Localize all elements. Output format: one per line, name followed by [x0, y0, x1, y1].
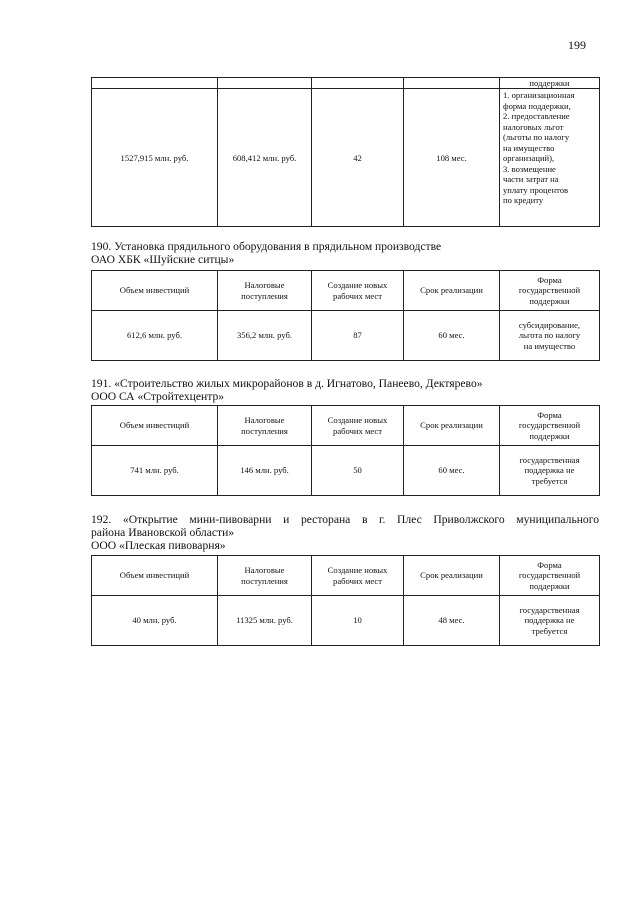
support-form-cell — [500, 311, 600, 361]
table-header-row — [92, 78, 600, 89]
project-table — [91, 405, 600, 496]
support-form-cell — [500, 596, 600, 646]
header-jobs — [312, 406, 404, 446]
form-line: государственная — [519, 604, 580, 615]
header-tax — [218, 556, 312, 596]
header-period: Срок реализации — [404, 556, 500, 596]
header-line: поступления — [241, 425, 288, 436]
jobs-cell: 42 — [312, 89, 404, 227]
header-line: рабочих мест — [333, 290, 382, 301]
form-line: требуется — [531, 475, 568, 486]
form-line: 1. организационная — [503, 90, 575, 101]
project-heading — [91, 377, 483, 403]
period-cell: 48 мес. — [404, 596, 500, 646]
header-line: поддержки — [529, 580, 570, 591]
jobs-cell: 10 — [312, 596, 404, 646]
tax-cell: 608,412 млн. руб. — [218, 89, 312, 227]
investment-cell: 612,6 млн. руб. — [92, 311, 218, 361]
project-heading — [91, 240, 441, 266]
header-form — [500, 556, 600, 596]
table-row — [92, 446, 600, 496]
header-line: поступления — [241, 575, 288, 586]
period-cell: 60 мес. — [404, 311, 500, 361]
header-line: государственной — [518, 420, 581, 431]
investment-cell: 1527,915 млн. руб. — [92, 89, 218, 227]
header-investment: Объем инвестиций — [92, 406, 218, 446]
form-line: льгота по налогу — [518, 330, 581, 341]
table-row — [92, 311, 600, 361]
header-line: государственной — [518, 285, 581, 296]
heading-line: ООО СА «Стройтехцентр» — [91, 390, 225, 403]
table-header-row — [92, 271, 600, 311]
header-line: рабочих мест — [333, 425, 382, 436]
header-jobs — [312, 556, 404, 596]
page-number: 199 — [568, 38, 586, 52]
header-line: государственной — [518, 570, 581, 581]
table-row — [92, 89, 600, 227]
header-form — [500, 271, 600, 311]
tax-cell: 11325 млн. руб. — [218, 596, 312, 646]
form-line: форма поддержки, — [503, 100, 571, 111]
form-line: 3. возмещение — [503, 163, 556, 174]
header-line: Форма — [537, 409, 562, 420]
period-cell: 108 мес. — [404, 89, 500, 227]
header-line: Форма — [537, 559, 562, 570]
investment-cell: 40 млн. руб. — [92, 596, 218, 646]
form-line: на имущество — [503, 142, 555, 153]
form-line: поддержка не — [524, 615, 575, 626]
jobs-cell: 50 — [312, 446, 404, 496]
header-line: поддержки — [529, 295, 570, 306]
form-line: организаций), — [503, 153, 555, 164]
table-header-row — [92, 406, 600, 446]
header-line: Налоговые — [244, 565, 285, 576]
top-table — [91, 77, 600, 227]
form-line: субсидирование, — [518, 319, 581, 330]
jobs-cell: 87 — [312, 311, 404, 361]
heading-line: 191. «Строительство жилых микрорайонов в д. Игнатово, Панеево, Дектярево» — [91, 377, 483, 390]
table-header-row — [92, 556, 600, 596]
header-line: Создание новых — [327, 415, 388, 426]
header-cell — [92, 78, 218, 89]
form-line: по кредиту — [503, 195, 544, 206]
header-line: Создание новых — [327, 280, 388, 291]
header-line: рабочих мест — [333, 575, 382, 586]
heading-line: ООО «Плеская пивоварня» — [91, 539, 226, 552]
period-cell: 60 мес. — [404, 446, 500, 496]
project-table — [91, 555, 600, 646]
header-cell — [218, 78, 312, 89]
header-line: Форма — [537, 274, 562, 285]
heading-line: ОАО ХБК «Шуйские ситцы» — [91, 253, 235, 266]
header-tax — [218, 271, 312, 311]
form-line: (льготы по налогу — [503, 132, 570, 143]
header-line: Налоговые — [244, 280, 285, 291]
investment-cell: 741 млн. руб. — [92, 446, 218, 496]
header-cell — [312, 78, 404, 89]
tax-cell: 146 млн. руб. — [218, 446, 312, 496]
header-period: Срок реализации — [404, 271, 500, 311]
support-form-cell — [500, 89, 600, 227]
heading-line: 192. «Открытие мини-пивоварни и ресторана в г. Плес Приволжского муниципального — [91, 513, 599, 526]
header-form-tail: поддержки — [500, 78, 600, 89]
form-line: требуется — [531, 625, 568, 636]
header-jobs — [312, 271, 404, 311]
form-line: уплату процентов — [503, 184, 569, 195]
project-heading — [91, 513, 599, 552]
header-form — [500, 406, 600, 446]
heading-line: 190. Установка прядильного оборудования в прядильном производстве — [91, 240, 442, 253]
form-line: части затрат на — [503, 174, 559, 185]
form-line: 2. предоставление — [503, 111, 570, 122]
header-line: Налоговые — [244, 415, 285, 426]
form-line: налоговых льгот — [503, 121, 564, 132]
header-tax — [218, 406, 312, 446]
support-form-cell — [500, 446, 600, 496]
header-line: Создание новых — [327, 565, 388, 576]
project-table — [91, 270, 600, 361]
form-line: государственная — [519, 454, 580, 465]
header-investment: Объем инвестиций — [92, 271, 218, 311]
header-line: поступления — [241, 290, 288, 301]
form-line: на имущество — [523, 340, 576, 351]
header-cell — [404, 78, 500, 89]
header-period: Срок реализации — [404, 406, 500, 446]
heading-line: района Ивановской области» — [91, 526, 235, 539]
tax-cell: 356,2 млн. руб. — [218, 311, 312, 361]
table-row — [92, 596, 600, 646]
header-line: поддержки — [529, 430, 570, 441]
header-investment: Объем инвестиций — [92, 556, 218, 596]
form-line: поддержка не — [524, 465, 575, 476]
